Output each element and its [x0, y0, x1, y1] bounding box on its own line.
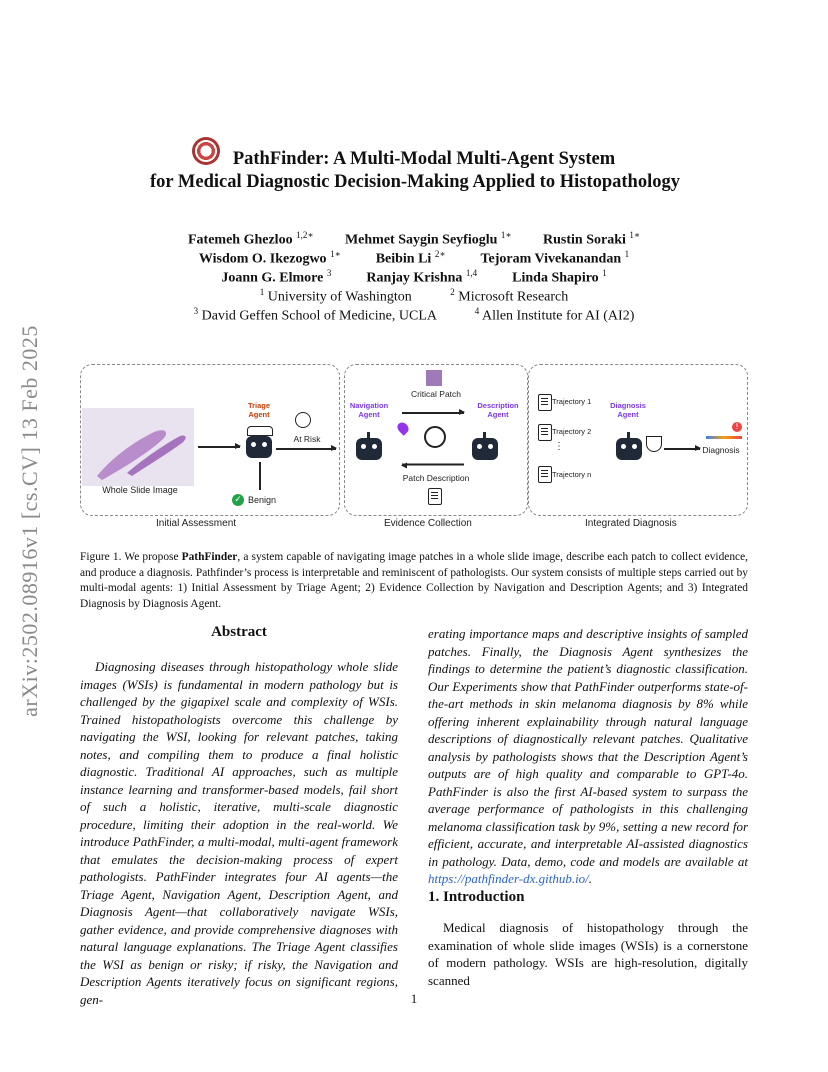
aff-sup: 4	[474, 306, 480, 316]
abstract-left-column	[80, 658, 398, 1008]
description-robot-icon	[472, 438, 498, 460]
arrow-down	[259, 462, 261, 490]
abstract-right-body: erating importance maps and descriptive insights of sampled patches. Finally, the Diagnosis Agent synthesizes the findings to determine the patient’s diagnostic classification. Our Experiments show that PathFinder outperforms state-of-the-art methods in skin melanoma diagnosis by 8% while offering inherent explainability through natural language descriptions of diagnostically relevant patches. Qualitative analysis by pathologists shows that the Description Agent’s outputs are of high quality and comparable to GPT-4o. PathFinder is also the first AI-based system to surpass the average performance of pathologists in this challenging melanoma classification task by 9%, setting a new record for efficient, accurate, and interpretable AI-assisted diagnostics in pathology. Data, demo, code and models are available at	[428, 626, 748, 869]
caption-prefix: Figure 1. We propose	[80, 551, 182, 563]
abstract-heading: Abstract	[211, 624, 267, 640]
page-number: 1	[410, 991, 418, 1006]
document-icon	[538, 424, 552, 441]
arrow	[276, 448, 336, 450]
whole-slide-image	[82, 408, 194, 486]
alert-icon: !	[732, 422, 742, 432]
diagnosis-robot-icon	[616, 438, 642, 460]
risk-scale-icon	[706, 436, 742, 439]
navigation-agent-label: Navigation Agent	[349, 401, 389, 419]
document-icon	[428, 488, 442, 505]
figure-caption	[80, 550, 748, 612]
arrow	[402, 412, 464, 414]
author: Tejoram Vivekanandan	[480, 251, 622, 267]
affiliation-row-2	[120, 306, 708, 325]
abstract-text-right	[428, 625, 748, 888]
critical-patch-image	[426, 370, 442, 386]
triage-robot-icon	[246, 436, 272, 458]
arxiv-identifier: arXiv:2502.08916v1 [cs.CV] 13 Feb 2025	[17, 325, 42, 717]
arrow	[198, 446, 240, 448]
author-row-2	[120, 249, 708, 268]
diagnosis-agent-label: Diagnosis Agent	[610, 401, 646, 419]
author-sup: 1,4	[465, 268, 478, 278]
at-risk-label: At Risk	[293, 434, 321, 444]
magnifier-icon	[424, 426, 446, 448]
author: Wisdom O. Ikezogwo	[198, 251, 327, 267]
abstract-right-column	[428, 625, 748, 888]
evidence-collection-caption: Evidence Collection	[384, 518, 472, 529]
benign-label: Benign	[247, 495, 277, 505]
check-icon: ✓	[232, 494, 244, 506]
affiliation: Allen Institute for AI (AI2)	[481, 308, 635, 324]
author: Fatemeh Ghezloo	[187, 232, 293, 248]
introduction-text: Medical diagnosis of histopathology through the examination of whole slide images (WSIs) is a cornerstone of modern pathology. WSIs are high-resolution, digitally scanned	[428, 920, 748, 988]
title-line-2: for Medical Diagnostic Decision-Making Applied to Histopathology	[149, 172, 680, 192]
ellipsis: ⋮	[554, 441, 564, 452]
author-sup: 1∗	[330, 249, 341, 259]
document-icon	[538, 394, 552, 411]
author-row-3	[120, 268, 708, 287]
introduction-heading: 1. Introduction	[428, 889, 525, 905]
navigation-robot-icon	[356, 438, 382, 460]
author: Mehmet Saygin Seyfioglu	[344, 232, 498, 248]
diagnosis-label: Diagnosis	[702, 445, 740, 455]
author: Joann G. Elmore	[221, 270, 324, 286]
trajectory-1-label: Trajectory 1	[552, 397, 592, 406]
affiliation: Microsoft Research	[458, 289, 569, 305]
title-line-1: PathFinder: A Multi-Modal Multi-Agent System	[232, 149, 616, 169]
document-icon	[538, 466, 552, 483]
author-sup: 1,2∗	[296, 230, 314, 240]
aff-sup: 1	[259, 287, 265, 297]
affiliation: University of Washington	[267, 289, 412, 305]
arrow	[664, 448, 700, 450]
initial-assessment-caption: Initial Assessment	[156, 518, 237, 529]
critical-patch-label: Critical Patch	[410, 389, 462, 399]
affiliation-row-1	[120, 287, 708, 306]
author: Beibin Li	[375, 251, 432, 267]
author-sup: 2∗	[434, 249, 446, 259]
author: Linda Shapiro	[512, 270, 599, 286]
aff-sup: 2	[450, 287, 455, 297]
nurse-cap-icon	[247, 426, 273, 436]
paper-title	[130, 148, 700, 194]
description-agent-label: Description Agent	[477, 401, 519, 419]
at-risk-icon	[295, 412, 311, 428]
author: Rustin Soraki	[543, 232, 626, 248]
project-link[interactable]: https://pathfinder-dx.github.io/	[428, 871, 589, 886]
author-sup: 1∗	[629, 230, 641, 240]
trajectory-n-label: Trajectory n	[552, 470, 592, 479]
abstract-end: .	[588, 871, 593, 886]
aff-sup: 3	[193, 306, 199, 316]
affiliation: David Geffen School of Medicine, UCLA	[201, 308, 437, 324]
tissue-image-icon	[82, 408, 194, 486]
wsi-label: Whole Slide Image	[102, 485, 178, 495]
author-sup: 1∗	[500, 230, 512, 240]
stethoscope-icon	[646, 436, 662, 452]
author-sup: 1	[602, 268, 607, 278]
author-sup: 3	[326, 268, 332, 278]
abstract-text-left: Diagnosing diseases through histopathology whole slide images (WSIs) is fundamental in modern pathology but is challenged by the gigapixel scale and complexity of WSIs. Trained histopathologists overcome this challenge by navigating the WSI, looking for relevant patches, taking notes, and compiling them to produce a final holistic diagnostic. Traditional AI approaches, such as multiple instance learning and transformer-based models, fail short of such a holistic, iterative, multi-scale diagnostic procedure, limiting their adoption in the real-world. We introduce PathFinder, a multi-modal, multi-agent framework that emulates the decision-making process of expert pathologists. PathFinder integrates four AI agents—the Triage Agent, Navigation Agent, Description Agent, and Diagnosis Agent—that collaboratively navigate WSIs, gather evidence, and provide comprehensive diagnoses with natural language explanations. The Triage Agent classifies the WSI as benign or risky; if risky, the Navigation and Description Agents iteratively focus on significant regions, gen-	[80, 659, 398, 1007]
author-sup: 1	[624, 249, 630, 259]
arrow	[402, 464, 464, 466]
patch-description-label: Patch Description	[402, 473, 470, 483]
figure-1	[80, 364, 748, 534]
trajectory-2-label: Trajectory 2	[552, 427, 592, 436]
caption-body: , a system capable of navigating image patches in a whole slide image, describe each patch to collect evidence, and produce a diagnosis. Pathfinder’s process is interpretable and reminiscent of pathologists. Our system consists of multiple steps carried out by multi-modal agents: 1) Initial Assessment by Triage Agent; 2) Evidence Collection by Navigation and Description Agents; and 3) Integrated Diagnosis by Diagnosis Agent.	[80, 551, 748, 610]
author: Ranjay Krishna	[366, 270, 463, 286]
triage-agent-label: Triage Agent	[247, 401, 271, 419]
integrated-diagnosis-caption: Integrated Diagnosis	[585, 518, 677, 529]
introduction-column	[428, 919, 748, 989]
caption-system-name: PathFinder	[181, 551, 238, 563]
author-row-1	[120, 230, 708, 249]
